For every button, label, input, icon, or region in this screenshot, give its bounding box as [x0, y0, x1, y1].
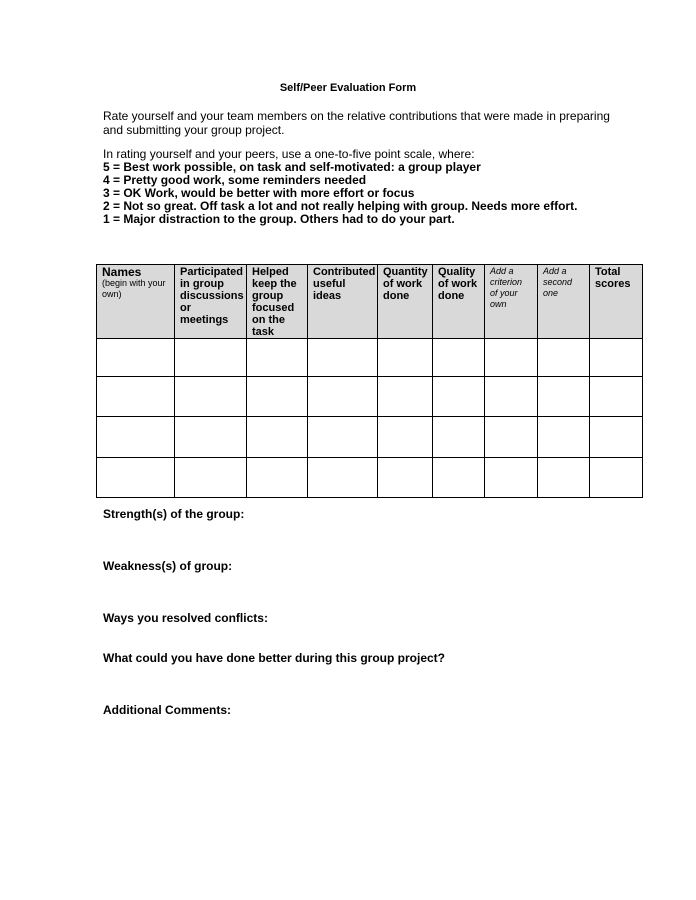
scale-item-1: 1 = Major distraction to the group. Others had to do your part. — [103, 212, 455, 226]
score-cell[interactable] — [175, 417, 247, 458]
score-cell[interactable] — [433, 417, 485, 458]
score-cell[interactable] — [378, 339, 433, 377]
score-cell[interactable] — [175, 377, 247, 417]
score-cell[interactable] — [378, 377, 433, 417]
score-cell[interactable] — [590, 377, 643, 417]
table-body — [97, 339, 643, 498]
score-cell[interactable] — [433, 339, 485, 377]
table-header-row — [97, 265, 643, 339]
evaluation-table — [96, 264, 643, 498]
table-row — [97, 417, 643, 458]
score-cell[interactable] — [433, 377, 485, 417]
score-cell[interactable] — [590, 339, 643, 377]
header-second-criterion: Add a second one — [538, 265, 590, 339]
question-conflicts: Ways you resolved conflicts: — [103, 611, 268, 625]
score-cell[interactable] — [538, 377, 590, 417]
scale-item-5: 5 = Best work possible, on task and self-motivated: a group player — [103, 160, 481, 174]
header-contributed-ideas: Contributed useful ideas — [308, 265, 378, 339]
header-helped-focus: Helped keep the group focused on the task — [247, 265, 308, 339]
score-cell[interactable] — [485, 339, 538, 377]
score-cell[interactable] — [538, 458, 590, 498]
score-cell[interactable] — [308, 339, 378, 377]
intro-paragraph — [103, 109, 623, 137]
score-cell[interactable] — [378, 417, 433, 458]
header-quality: Quality of work done — [433, 265, 485, 339]
scale-item-3: 3 = OK Work, would be better with more effort or focus — [103, 186, 415, 200]
score-cell[interactable] — [590, 417, 643, 458]
score-cell[interactable] — [247, 377, 308, 417]
header-names-sub: (begin with your own) — [102, 278, 166, 299]
score-cell[interactable] — [538, 339, 590, 377]
score-cell[interactable] — [590, 458, 643, 498]
score-cell[interactable] — [247, 417, 308, 458]
header-own-criterion: Add a criterion of your own — [485, 265, 538, 339]
scale-item-2: 2 = Not so great. Off task a lot and not really helping with group. Needs more effort. — [103, 199, 578, 213]
header-names — [97, 265, 175, 339]
scale-item-4: 4 = Pretty good work, some reminders needed — [103, 173, 367, 187]
score-cell[interactable] — [247, 339, 308, 377]
question-additional-comments: Additional Comments: — [103, 703, 231, 717]
header-quantity: Quantity of work done — [378, 265, 433, 339]
question-strengths: Strength(s) of the group: — [103, 507, 245, 521]
table-row — [97, 377, 643, 417]
score-cell[interactable] — [308, 377, 378, 417]
score-cell[interactable] — [247, 458, 308, 498]
header-total-scores: Total scores — [590, 265, 643, 339]
score-cell[interactable] — [485, 458, 538, 498]
name-cell[interactable] — [97, 339, 175, 377]
score-cell[interactable] — [378, 458, 433, 498]
intro-line: Rate yourself and your team members on the relative contributions that were made in preparing — [103, 109, 610, 123]
table-row — [97, 458, 643, 498]
header-names-label: Names — [102, 265, 142, 279]
score-cell[interactable] — [538, 417, 590, 458]
score-cell[interactable] — [485, 377, 538, 417]
score-cell[interactable] — [308, 417, 378, 458]
intro-line: and submitting your group project. — [103, 123, 285, 137]
page-title: Self/Peer Evaluation Form — [279, 82, 417, 94]
name-cell[interactable] — [97, 458, 175, 498]
header-participated: Participated in group discussions or meetings — [175, 265, 247, 339]
score-cell[interactable] — [433, 458, 485, 498]
scale-intro: In rating yourself and your peers, use a one-to-five point scale, where: — [103, 147, 475, 161]
name-cell[interactable] — [97, 417, 175, 458]
score-cell[interactable] — [485, 417, 538, 458]
question-improvements: What could you have done better during this group project? — [103, 651, 446, 665]
table-row — [97, 339, 643, 377]
score-cell[interactable] — [175, 339, 247, 377]
rating-instructions — [103, 148, 643, 226]
question-weaknesses: Weakness(s) of group: — [103, 559, 233, 573]
score-cell[interactable] — [308, 458, 378, 498]
score-cell[interactable] — [175, 458, 247, 498]
name-cell[interactable] — [97, 377, 175, 417]
